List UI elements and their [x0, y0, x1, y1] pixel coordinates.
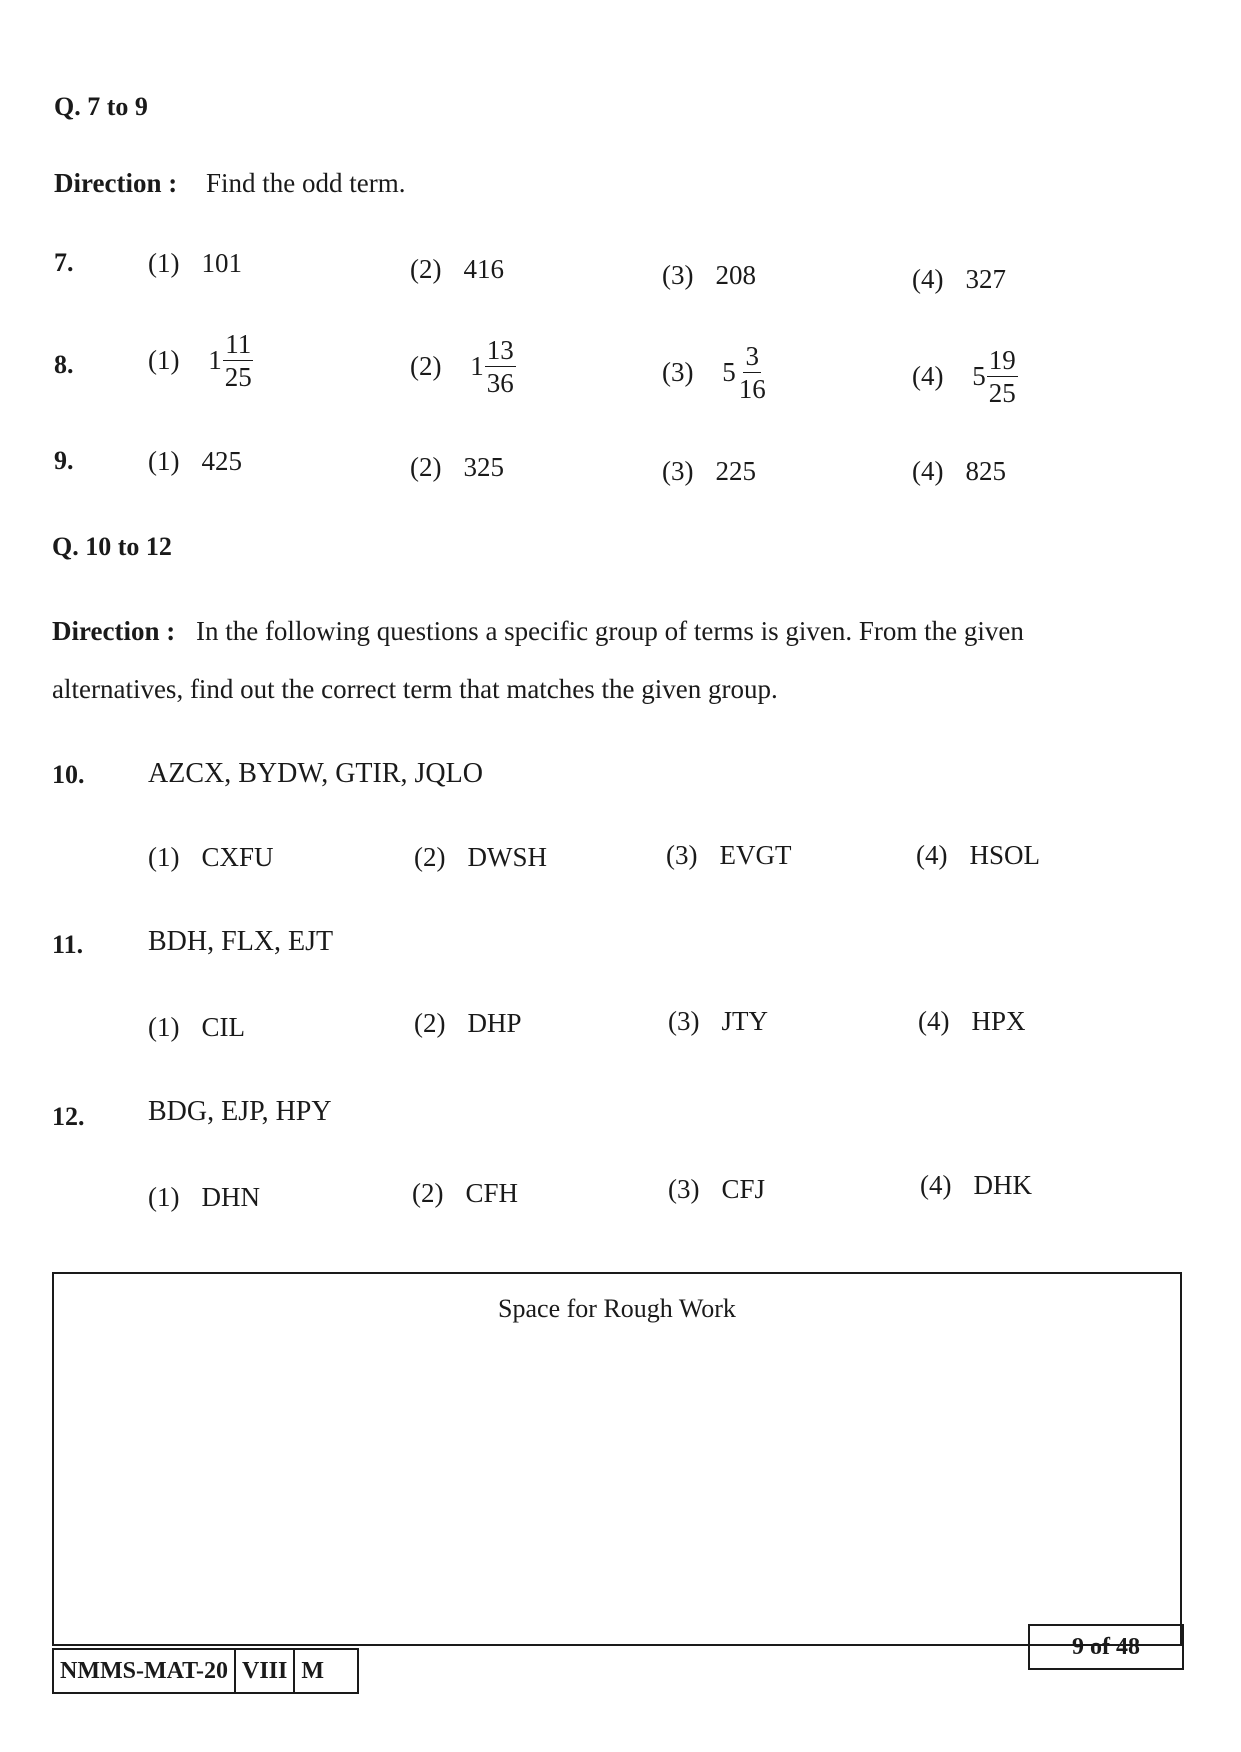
option-number: (3)	[662, 357, 694, 388]
denominator: 36	[486, 368, 514, 399]
question-number: 12.	[52, 1102, 85, 1131]
question-number: 10.	[52, 760, 85, 789]
option-text: DWSH	[467, 842, 547, 872]
option-7-2[interactable]	[410, 254, 504, 285]
question-terms: BDG, EJP, HPY	[148, 1096, 332, 1127]
option-text: HSOL	[969, 840, 1040, 870]
denominator: 25	[224, 362, 252, 393]
option-text: JTY	[721, 1006, 768, 1036]
option-number: (2)	[410, 254, 442, 284]
mixed-fraction	[722, 342, 768, 404]
option-number: (3)	[662, 456, 694, 486]
numerator: 11	[223, 330, 253, 361]
whole-part: 1	[208, 345, 222, 376]
option-text: DHN	[201, 1182, 260, 1212]
option-7-1[interactable]	[148, 248, 242, 279]
option-12-4[interactable]	[920, 1170, 1032, 1201]
option-number: (3)	[668, 1006, 700, 1036]
option-text: 225	[715, 456, 756, 486]
option-12-3[interactable]	[668, 1174, 765, 1205]
option-10-2[interactable]	[414, 842, 547, 873]
option-text: CXFU	[201, 842, 274, 872]
option-11-3[interactable]	[668, 1006, 768, 1037]
option-11-1[interactable]	[148, 1012, 245, 1043]
rough-work-box	[52, 1272, 1182, 1646]
option-9-2[interactable]	[410, 452, 504, 483]
version-code: M	[301, 1657, 324, 1684]
direction-text-line1: In the following questions a specific group of terms is given. From the given	[195, 616, 1024, 646]
option-number: (1)	[148, 842, 180, 872]
question-number: 11.	[52, 930, 84, 959]
option-number: (4)	[920, 1170, 952, 1200]
option-number: (3)	[668, 1174, 700, 1204]
option-8-4[interactable]	[912, 346, 1018, 408]
section-heading-q10-12: Q. 10 to 12	[52, 532, 172, 561]
option-text: 425	[201, 446, 242, 476]
direction-label: Direction :	[54, 168, 178, 198]
option-text: 416	[463, 254, 504, 284]
option-text: DHK	[973, 1170, 1032, 1200]
option-12-1[interactable]	[148, 1182, 260, 1213]
option-number: (2)	[412, 1178, 444, 1208]
option-9-3[interactable]	[662, 456, 756, 487]
option-number: (2)	[414, 1008, 446, 1038]
rough-work-title: Space for Rough Work	[498, 1294, 736, 1323]
mixed-fraction	[470, 336, 516, 398]
whole-part: 5	[722, 357, 736, 388]
question-terms: AZCX, BYDW, GTIR, JQLO	[148, 758, 483, 789]
option-text: CFH	[465, 1178, 519, 1208]
option-number: (1)	[148, 446, 180, 476]
direction-q7-9	[54, 168, 405, 199]
direction-q10-12	[52, 616, 1024, 647]
direction-label: Direction :	[52, 616, 176, 646]
page-number: 9 of 48	[1028, 1624, 1184, 1670]
question-number: 7.	[54, 248, 74, 277]
option-number: (4)	[912, 361, 944, 392]
question-number: 9.	[54, 446, 74, 475]
option-number: (3)	[662, 260, 694, 290]
denominator: 25	[988, 378, 1016, 409]
direction-text-line2: alternatives, find out the correct term that matches the given group.	[52, 674, 778, 704]
denominator: 16	[738, 374, 766, 405]
option-9-1[interactable]	[148, 446, 242, 477]
numerator: 19	[987, 346, 1018, 377]
numerator: 3	[743, 342, 761, 373]
option-text: CIL	[201, 1012, 245, 1042]
option-number: (2)	[410, 452, 442, 482]
option-7-3[interactable]	[662, 260, 756, 291]
option-text: CFJ	[721, 1174, 766, 1204]
option-number: (1)	[148, 345, 180, 376]
option-8-1[interactable]	[148, 330, 254, 392]
option-text: 101	[201, 248, 242, 278]
option-number: (3)	[666, 840, 698, 870]
option-number: (2)	[414, 842, 446, 872]
section-heading-q7-9: Q. 7 to 9	[54, 92, 148, 121]
whole-part: 1	[470, 351, 484, 382]
class-code: VIII	[236, 1650, 295, 1692]
option-10-4[interactable]	[916, 840, 1040, 871]
option-text: 325	[463, 452, 504, 482]
option-number: (1)	[148, 1012, 180, 1042]
direction-text: Find the odd term.	[205, 168, 406, 198]
option-10-1[interactable]	[148, 842, 274, 873]
option-7-4[interactable]	[912, 264, 1006, 295]
option-number: (4)	[912, 456, 944, 486]
option-11-2[interactable]	[414, 1008, 522, 1039]
option-9-4[interactable]	[912, 456, 1006, 487]
whole-part: 5	[972, 361, 986, 392]
mixed-fraction	[208, 330, 254, 392]
paper-code-box	[52, 1648, 359, 1694]
option-8-2[interactable]	[410, 336, 516, 398]
option-number: (4)	[918, 1006, 950, 1036]
question-number: 8.	[54, 350, 74, 379]
option-number: (1)	[148, 1182, 180, 1212]
option-text: 327	[965, 264, 1006, 294]
option-text: DHP	[467, 1008, 522, 1038]
option-11-4[interactable]	[918, 1006, 1026, 1037]
numerator: 13	[485, 336, 516, 367]
option-10-3[interactable]	[666, 840, 791, 871]
option-number: (4)	[912, 264, 944, 294]
option-number: (2)	[410, 351, 442, 382]
question-terms: BDH, FLX, EJT	[148, 926, 334, 957]
option-number: (1)	[148, 248, 180, 278]
option-text: EVGT	[719, 840, 792, 870]
mixed-fraction	[972, 346, 1018, 408]
option-12-2[interactable]	[412, 1178, 518, 1209]
option-text: 208	[715, 260, 756, 290]
option-8-3[interactable]	[662, 342, 768, 404]
paper-code: NMMS-MAT-20	[54, 1650, 236, 1692]
option-text: 825	[965, 456, 1006, 486]
option-number: (4)	[916, 840, 948, 870]
option-text: HPX	[971, 1006, 1026, 1036]
